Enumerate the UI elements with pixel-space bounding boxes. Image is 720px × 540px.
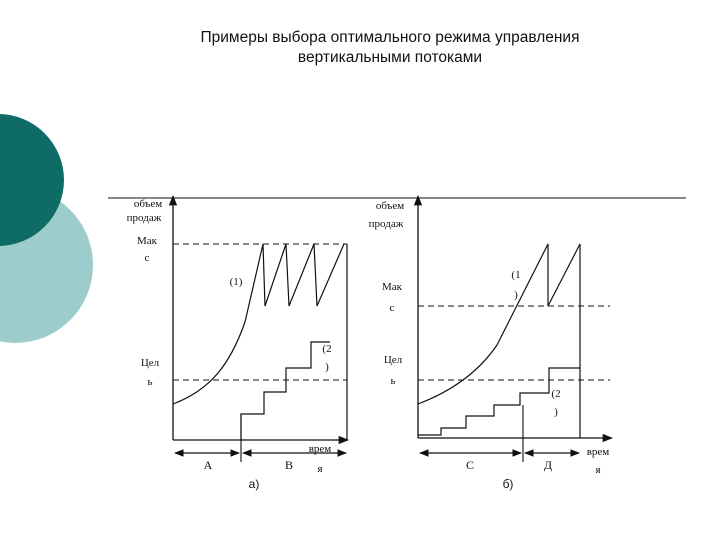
title-line-2: вертикальными потоками bbox=[297, 49, 483, 66]
diagram-a-interval-a-label: А bbox=[203, 458, 213, 472]
diagram-a-target-label-1: Цел bbox=[140, 357, 160, 369]
diagram-a-target-label-2: ь bbox=[147, 376, 153, 388]
diagram-b-interval-d-label: Д bbox=[543, 458, 553, 472]
diagram-a-max-label-2: с bbox=[144, 252, 150, 264]
diagram-b-curve-2 bbox=[418, 368, 580, 435]
diagram-a-interval-b-label: В bbox=[284, 458, 294, 472]
diagram-a-curve-2-label-1: (2 bbox=[322, 343, 332, 355]
diagram-b-target-label-1: Цел bbox=[383, 354, 403, 366]
diagram-b-x-label-2: я bbox=[595, 464, 601, 476]
diagram-b-x-label-1: врем bbox=[586, 446, 610, 458]
diagram-a-y-label-1: объем bbox=[133, 198, 163, 210]
diagram-b-caption: б) bbox=[502, 477, 514, 491]
diagram-b-max-label-2: с bbox=[389, 302, 395, 314]
diagram-b-y-label-1: объем bbox=[375, 200, 405, 212]
diagram-b-curve-1-label-2: ) bbox=[514, 289, 518, 301]
diagram-a-curve-1-label: (1) bbox=[229, 276, 243, 288]
diagram-a bbox=[127, 196, 348, 491]
diagram-a-x-label-1: врем bbox=[308, 443, 332, 455]
diagram-a-caption: а) bbox=[248, 477, 260, 491]
diagram-a-curve-2-label-2: ) bbox=[325, 361, 329, 373]
diagram-a-curve-2 bbox=[241, 342, 330, 440]
diagram-a-max-label-1: Мак bbox=[136, 235, 158, 247]
diagram-b bbox=[369, 196, 612, 491]
diagram-a-x-label-2: я bbox=[317, 463, 323, 475]
diagram-b-curve-1-label-1: (1 bbox=[511, 269, 521, 281]
diagram-b-interval-c-label: С bbox=[465, 458, 475, 472]
diagram-b-target-label-2: ь bbox=[390, 375, 396, 387]
diagram-b-y-label-2: продаж bbox=[368, 218, 404, 230]
diagram-b-max-label-1: Мак bbox=[381, 281, 403, 293]
diagram-b-curve-2-label-2: ) bbox=[554, 406, 558, 418]
title-line-1: Примеры выбора оптимального режима управления bbox=[200, 29, 580, 46]
diagram-b-curve-2-label-1: (2 bbox=[551, 388, 561, 400]
diagram-a-y-label-2: продаж bbox=[126, 212, 162, 224]
